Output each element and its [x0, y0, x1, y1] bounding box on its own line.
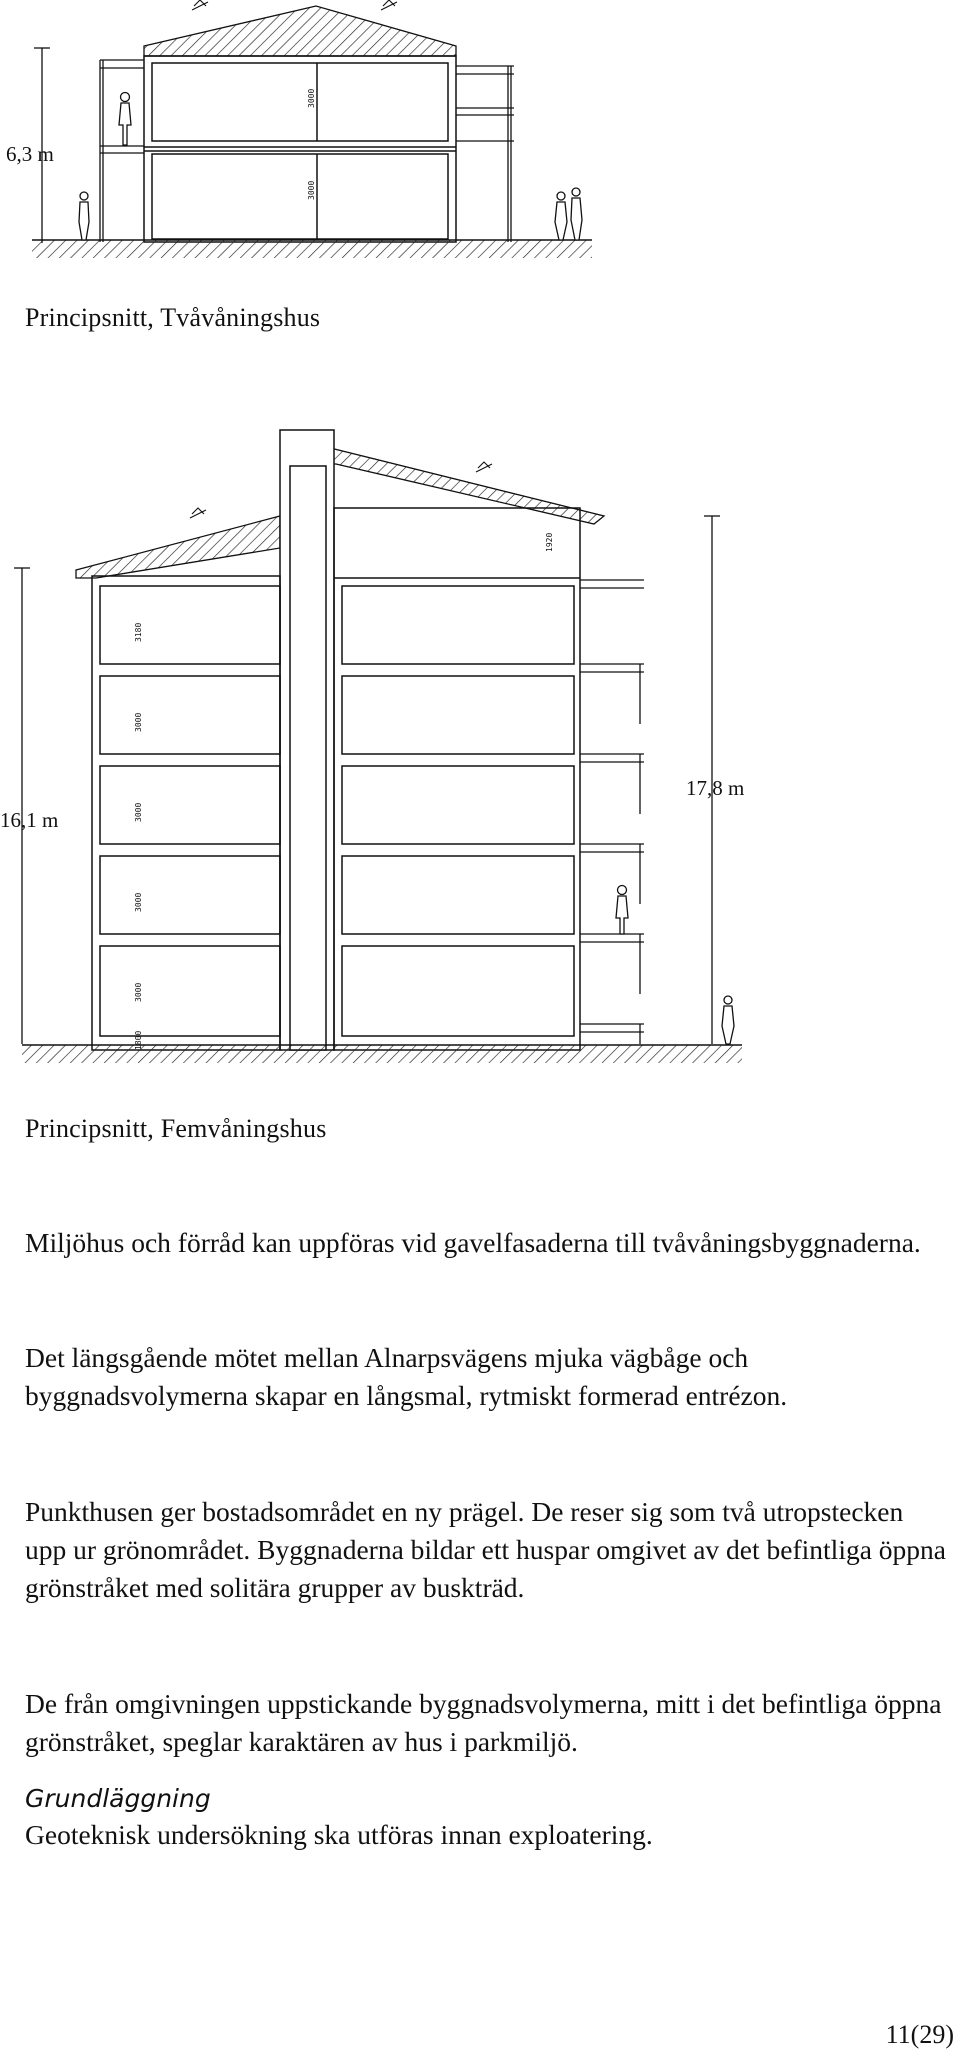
svg-text:3000: 3000	[134, 892, 143, 912]
ground-line	[22, 1045, 742, 1063]
section-drawing-two-storey	[0, 0, 960, 270]
building-walls	[144, 56, 456, 242]
svg-text:3000: 3000	[134, 802, 143, 822]
paragraph-miljohus: Miljöhus och förråd kan uppföras vid gavelfasaderna till tvåvåningsbyggnaderna.	[25, 1227, 921, 1258]
ground-line	[32, 240, 592, 258]
human-figure	[79, 192, 89, 240]
left-block-floors	[92, 576, 280, 1050]
right-block-floors	[334, 508, 580, 1050]
right-height-label: 17,8 m	[686, 776, 745, 800]
human-figure	[555, 188, 582, 240]
svg-text:3180: 3180	[134, 622, 143, 642]
balconies	[580, 580, 644, 1044]
section-drawing-five-storey	[0, 420, 960, 1080]
two-storey-section-svg	[0, 0, 960, 270]
svg-text:1920: 1920	[545, 532, 554, 552]
paragraph-entrezon: Det längsgående mötet mellan Alnarpsvägens mjuka vägbåge och byggnadsvolymerna skapar en långsmal, rytmiskt formerad entrézon.	[25, 1342, 788, 1411]
section-heading: Grundläggning	[25, 1784, 211, 1813]
dimension-text	[134, 533, 554, 1050]
human-figure	[616, 886, 628, 935]
caption-five-storey: Principsnitt, Femvåningshus	[25, 1114, 327, 1143]
page-number: 11(29)	[885, 2020, 954, 2049]
height-label: 6,3 m	[6, 142, 54, 166]
left-mono-roof	[76, 516, 280, 578]
left-height-dimension	[14, 568, 30, 1044]
human-figure	[722, 996, 734, 1044]
svg-text:1800: 1800	[134, 1030, 143, 1050]
svg-text:3000: 3000	[307, 180, 316, 200]
svg-text:3000: 3000	[307, 88, 316, 108]
caption-two-storey: Principsnitt, Tvåvåningshus	[25, 303, 321, 332]
human-figure	[119, 93, 131, 146]
five-storey-section-svg	[0, 420, 960, 1080]
svg-text:3000: 3000	[134, 982, 143, 1002]
paragraph-punkthusen: Punkthusen ger bostadsområdet en ny prägel. De reser sig som två utropstecken upp ur grönområdet. Byggnaderna bildar ett huspar omgivet av det befintliga öppna grönstråket med solitära grupper av buskträd.	[25, 1496, 946, 1603]
svg-text:3000: 3000	[134, 712, 143, 732]
dimension-text	[307, 89, 316, 200]
left-height-label: 16,1 m	[0, 808, 59, 832]
paragraph-geoteknisk: Geoteknisk undersökning ska utföras innan exploatering.	[25, 1819, 653, 1850]
pitched-roof	[144, 6, 456, 56]
stair-core	[280, 430, 334, 1050]
level-marker	[192, 0, 397, 10]
paragraph-parkmiljo: De från omgivningen uppstickande byggnadsvolymerna, mitt i det befintliga öppna grönstråket, speglar karaktären av hus i parkmiljö.	[25, 1688, 942, 1757]
